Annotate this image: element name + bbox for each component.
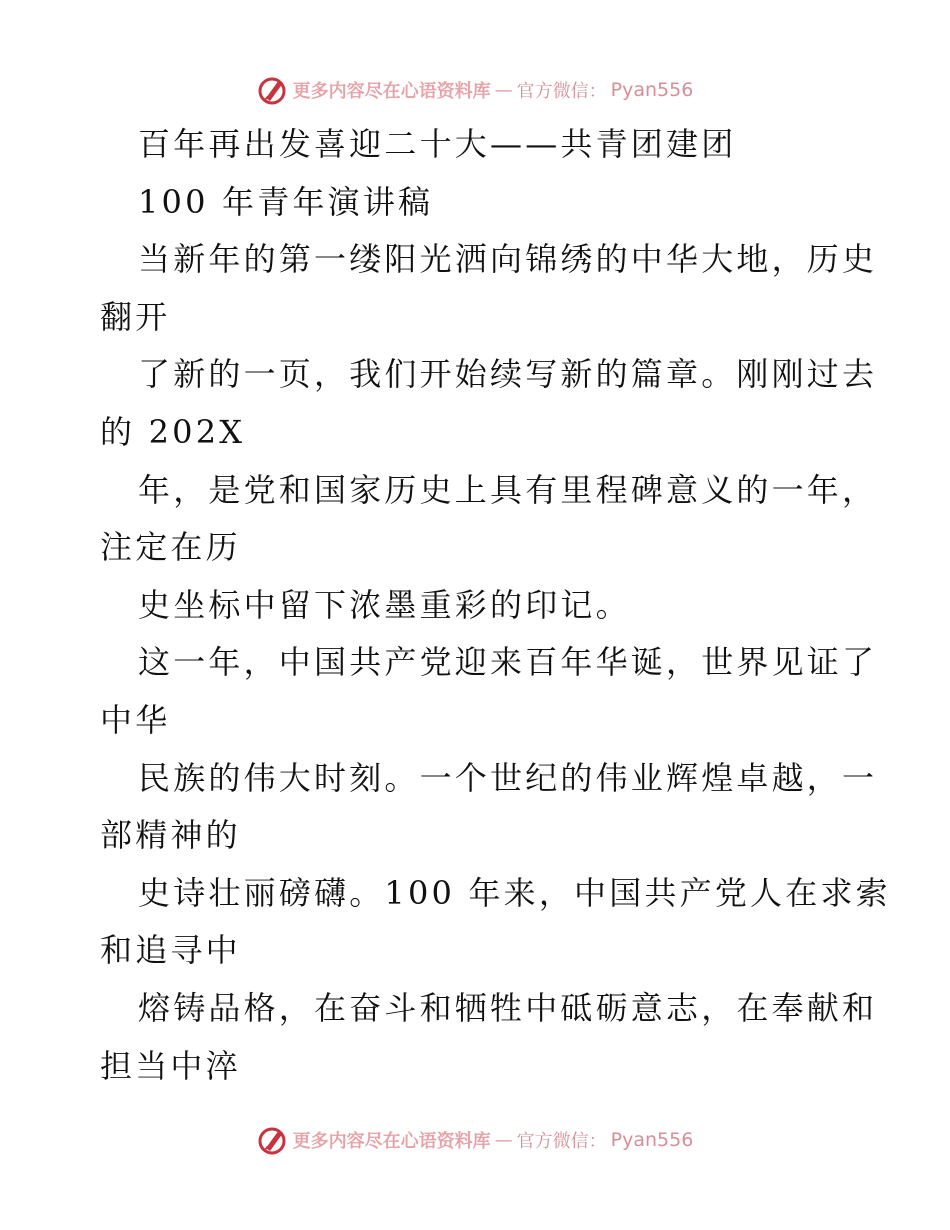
body-line: 部精神的 — [100, 816, 241, 855]
banner-official-label: 官方微信： — [516, 1131, 607, 1152]
banner-separator: — — [494, 79, 513, 101]
body-line: 的 202X — [100, 412, 246, 451]
body-line: 了新的一页，我们开始续写新的篇章。刚刚过去 — [138, 355, 878, 394]
quill-pen-logo-icon — [257, 1124, 289, 1156]
body-line: 史坐标中留下浓墨重彩的印记。 — [138, 585, 631, 624]
banner-wechat-id: Pyan556 — [610, 1129, 694, 1151]
banner-official-label: 官方微信： — [516, 81, 607, 102]
body-line: 和追寻中 — [100, 931, 241, 970]
document-body — [0, 116, 950, 1095]
body-line: 熔铸品格，在奋斗和牺牲中砥砺意志，在奉献和 — [138, 988, 878, 1027]
banner-text: 更多内容尽在心语资料库 — [292, 1131, 491, 1152]
body-line: 注定在历 — [100, 528, 241, 567]
banner-wechat-id: Pyan556 — [610, 79, 694, 101]
body-line: 翻开 — [100, 297, 171, 336]
footer-banner — [0, 1120, 950, 1160]
title-line-2: 100 年青年演讲稿 — [138, 182, 434, 221]
body-line: 中华 — [100, 700, 171, 739]
body-line: 民族的伟大时刻。一个世纪的伟业辉煌卓越，一 — [138, 758, 878, 797]
body-line: 这一年，中国共产党迎来百年华诞，世界见证了 — [138, 643, 878, 682]
body-line: 史诗壮丽磅礴。100 年来，中国共产党人在求索 — [138, 873, 891, 912]
banner-separator: — — [494, 1129, 513, 1151]
title-line-1: 百年再出发喜迎二十大——共青团建团 — [138, 125, 737, 163]
banner-text: 更多内容尽在心语资料库 — [292, 81, 491, 102]
quill-pen-logo-icon — [257, 74, 289, 106]
body-line: 年，是党和国家历史上具有里程碑意义的一年， — [138, 470, 878, 509]
header-banner — [0, 70, 950, 110]
body-line: 当新年的第一缕阳光洒向锦绣的中华大地，历史 — [138, 240, 878, 279]
body-line: 担当中淬 — [100, 1046, 241, 1085]
